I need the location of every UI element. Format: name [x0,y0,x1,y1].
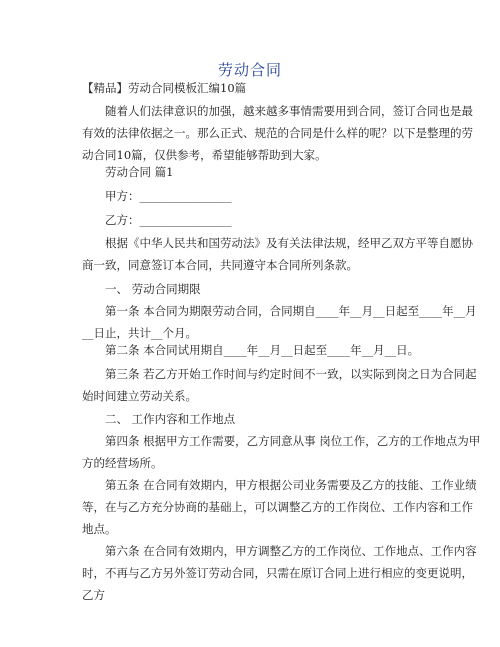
section-title: 劳动合同 篇1 [105,165,174,179]
document-title: 劳动合同 [217,61,282,79]
article-4: 第四条 根据甲方工作需要，乙方同意从事 岗位工作，乙方的工作地点为甲方的经营场所。 [82,434,481,470]
article-1: 第一条 本合同为期限劳动合同，合同期自____年__月__日起至____年__月__日止，共计__个月。 [82,304,477,340]
party-a-field: 甲方：________________ [105,189,232,203]
article-5: 第五条 在合同有效期内，甲方根据公司业务需要及乙方的技能、工作业绩等，在与乙方充分协商的基础上，可以调整乙方的工作岗位、工作内容和工作地点。 [82,478,477,536]
party-b-field: 乙方：________________ [105,213,232,227]
article-2: 第二条 本合同试用期自____年__月__日起至____年__月__日。 [105,343,420,357]
article-3: 第三条 若乙方开始工作时间与约定时间不一致，以实际到岗之日为合同起始时间建立劳动关系。 [82,367,477,403]
preamble-paragraph: 根据《中华人民共和国劳动法》及有关法律法规，经甲乙双方平等自愿协商一致，同意签订本合同，共同遵守本合同所列条款。 [82,236,473,272]
document-subtitle: 【精品】劳动合同模板汇编10篇 [82,81,247,95]
intro-paragraph: 随着人们法律意识的加强，越来越多事情需要用到合同，签订合同也是最有效的法律依据之一。那么正式、规范的合同是什么样的呢？以下是整理的劳动合同10篇，仅供参考，希望能够帮助到大家。 [82,104,473,162]
heading-contract-term: 一、 劳动合同期限 [105,282,201,296]
heading-work-content: 二、 工作内容和工作地点 [105,412,236,426]
article-6: 第六条 在合同有效期内，甲方调整乙方的工作岗位、工作地点、工作内容时，不再与乙方另外签订劳动合同，只需在原订合同上进行相应的变更说明，乙方 [82,544,477,602]
